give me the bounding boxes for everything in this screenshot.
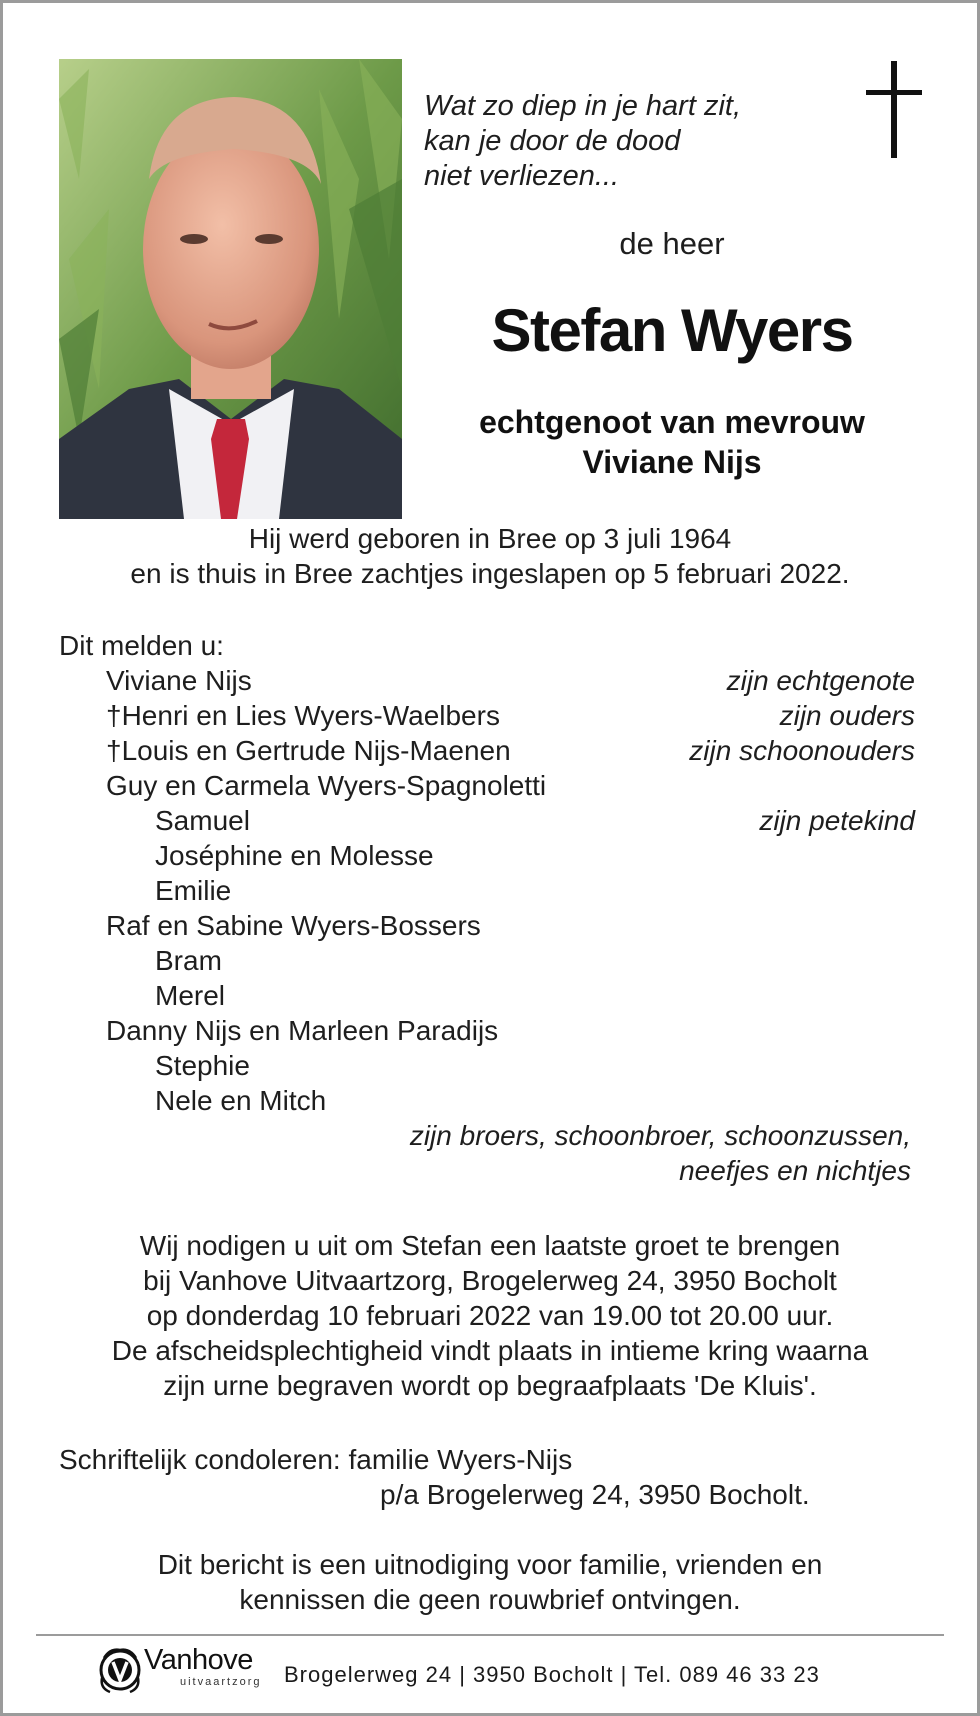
invite-line: Wij nodigen u uit om Stefan een laatste groet te brengen: [139, 1230, 841, 1261]
spouse-line-2: Viviane Nijs: [582, 444, 762, 480]
cross-icon: [866, 61, 922, 158]
spouse-line: [424, 402, 920, 482]
family-list: [59, 628, 915, 1188]
family-role: zijn petekind: [759, 805, 915, 836]
condolence-address: p/a Brogelerweg 24, 3950 Bocholt.: [380, 1479, 810, 1510]
family-row: Raf en Sabine Wyers-Bossers: [106, 910, 481, 941]
condolence-line: Schriftelijk condoleren: familie Wyers-Nijs: [59, 1444, 573, 1475]
family-row: Stephie: [155, 1050, 250, 1081]
family-role: zijn ouders: [779, 700, 915, 731]
family-row: Merel: [155, 980, 226, 1011]
notice-line: Dit bericht is een uitnodiging voor familie, vrienden en: [157, 1549, 823, 1580]
quote-line: niet verliezen...: [424, 160, 620, 192]
family-row: †Louis en Gertrude Nijs-Maenen zijn schoonouders: [106, 735, 915, 766]
brand-subtitle: uitvaartzorg: [180, 1676, 262, 1688]
family-role: zijn schoonouders: [689, 735, 915, 766]
family-row: †Henri en Lies Wyers-Waelbers zijn ouders: [106, 700, 915, 731]
portrait-photo: [59, 59, 402, 519]
family-closing-line: zijn broers, schoonbroer, schoonzussen,: [409, 1120, 911, 1151]
family-row: Bram: [155, 945, 222, 976]
family-intro: Dit melden u:: [59, 630, 224, 661]
spouse-line-1: echtgenoot van mevrouw: [479, 404, 865, 440]
quote-line: kan je door de dood: [424, 125, 681, 157]
memorial-quote: [424, 89, 804, 194]
family-closing-line: neefjes en nichtjes: [679, 1155, 911, 1186]
invite-line: zijn urne begraven wordt op begraafplaats 'De Kluis'.: [163, 1370, 817, 1401]
invitation-text: [40, 1228, 940, 1403]
notice-line: kennissen die geen rouwbrief ontvingen.: [239, 1584, 741, 1615]
death-line: en is thuis in Bree zachtjes ingeslapen op 5 februari 2022.: [130, 558, 850, 589]
name-prefix: de heer: [619, 226, 725, 261]
footer-address: Brogelerweg 24 | 3950 Bocholt | Tel. 089 46 33 23: [284, 1662, 820, 1687]
family-row: Guy en Carmela Wyers-Spagnoletti: [106, 770, 547, 801]
family-row: Nele en Mitch: [155, 1085, 327, 1116]
family-row: Viviane Nijs zijn echtgenote: [106, 665, 915, 696]
quote-line: Wat zo diep in je hart zit,: [424, 90, 742, 122]
invite-line: De afscheidsplechtigheid vindt plaats in intieme kring waarna: [111, 1335, 869, 1366]
family-row: Samuel zijn petekind: [155, 805, 915, 836]
family-row: Emilie: [155, 875, 232, 906]
brand-name: Vanhove: [144, 1644, 253, 1676]
vanhove-logo-icon: [96, 1644, 144, 1696]
family-row: Joséphine en Molesse: [155, 840, 434, 871]
footer-divider: [36, 1634, 944, 1636]
birth-death-text: [40, 521, 940, 591]
condolence-text: [59, 1442, 915, 1512]
birth-line: Hij werd geboren in Bree op 3 juli 1964: [248, 523, 732, 554]
funeral-home-footer: [96, 1640, 896, 1710]
family-role: zijn echtgenote: [726, 665, 915, 696]
deceased-name: Stefan Wyers: [491, 297, 853, 364]
invite-line: op donderdag 10 februari 2022 van 19.00 tot 20.00 uur.: [146, 1300, 834, 1331]
invite-line: bij Vanhove Uitvaartzorg, Brogelerweg 24, 3950 Bocholt: [143, 1265, 837, 1296]
family-row: Danny Nijs en Marleen Paradijs: [106, 1015, 499, 1046]
notice-text: [40, 1547, 940, 1617]
